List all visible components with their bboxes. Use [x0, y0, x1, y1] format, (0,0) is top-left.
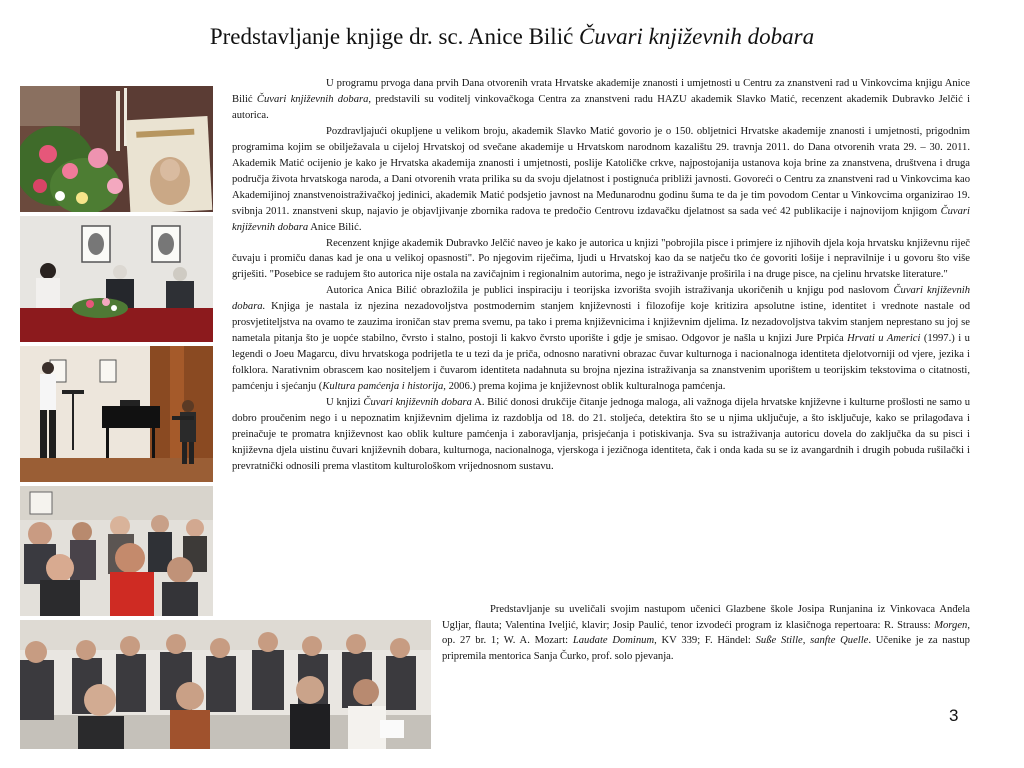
article-body	[232, 76, 970, 475]
title-book: Čuvari književnih dobara	[579, 24, 815, 49]
paragraph-1: U programu prvoga dana prvih Dana otvorenih vrata Hrvatske akademije znanosti i umjetnosti u Centru za znanstveni rad u Vinkovcima knjigu Anice Bilić Čuvari književnih dobara, predstavili su voditelj vinkovačkoga Centra za znanstveni radu HAZU akademik Slavko Matić, recenzent akademik Dubravko Jelčić i autorica.	[232, 78, 971, 121]
photo-audience-rows	[20, 620, 431, 749]
article-closing	[442, 602, 970, 664]
photo-book-cover	[20, 86, 213, 212]
paragraph-2: Pozdravljajući okupljene u velikom broju, akademik Slavko Matić govorio je o 150. obljetnici Hrvatske akademije znanosti i umjetnosti, prigodnim programima kojim se obilježavala u cijeloj Hrvatskoj od svečane akademije u Hrvatskom narodnom kazalištu 29. travnja 2011. do Dana otvorenih vrata 29. – 30. 2011. Akademik Matić ocijenio je kako je Hrvatska akademija znanosti i umjetnosti, poslije Katoličke crkve, najpostojanija ustanova koja brine za znanstvena, društvena i druga područja života hrvatskoga naroda, a Dani otvorenih vrata prilika su da svoju djelatnost i postignuća približi javnosti. Govoreći o Centru za znanstveni rad u Vinkovcima kao Akademijinoj znanstvenoistraživačkoj jedinici, akademik Matić podsjetio javnost na Međunarodnu godinu šuma te da je tim povodom Centar u Vinkovcima organizirao 19. svibnja 2011. znanstveni skup, najavio je objavljivanje zbornika radova te predočio Centrovu izdavačku djelatnost sa sada već 42 publikacije i najnovijom knjigom Čuvari književnih dobara Anice Bilić.	[232, 125, 970, 233]
photo-audience-closeup	[20, 486, 213, 616]
photo-musicians	[20, 346, 213, 482]
page-title	[0, 24, 1024, 50]
paragraph-5: U knjizi Čuvari književnih dobara A. Bilić donosi drukčije čitanje jednoga maloga, ali važnoga dijela hrvatske književne i kulturne prošlosti ne samo u dobro proučenim nego i u nepoznatim književnim djelima iz razdoblja od 18. do 21. stoljeća, detektira što se u njima uključuje, a što isključuje, kako se prilagođava i preinačuje te promatra književnost kao oblik kulture pamćenja i zaboravljanja, prisjećanja i potiskivanja. Sva su istraživanja autoricu dovela do zaključka da su pisci i književna djela uistinu čuvari književnih dobara, kulturnoga, nacionalnoga, vjerskoga i jezičnoga identiteta, čak i onda kada su se iz avangardnih i drugih pobuda rušilački i prevratnički odnosili prema vlastitom kulturološkom vrijednosnom sustavu.	[232, 397, 970, 472]
paragraph-6: Predstavljanje su uveličali svojim nastupom učenici Glazbene škole Josipa Runjanina iz Vinkovaca Anđela Ugljar, flauta; Valentina Iveljić, klavir; Josip Paulić, tenor izvodeći program iz klasičnoga repertoara: R. Strauss: Morgen, op. 27 br. 1; W. A. Mozart: Laudate Dominum, KV 339; F. Händel: Suße Stille, sanfte Quelle. Učenike je za nastup pripremila mentorica Sanja Čurko, prof. solo pjevanja.	[442, 604, 970, 662]
paragraph-4: Autorica Anica Bilić obrazložila je publici inspiraciju i teorijska izvorišta svojih istraživanja ukoričenih u knjigu pod naslovom Čuvari književnih dobara. Knjiga je nastala iz njezina nezadovoljstva postmodernim stanjem književnosti i filozofije koje kritizira apsolutne istine, identitet i vrednote nastale od prosvjetiteljstva na ovamo te zauzima ironičan stav prema svemu, pa tako i prema književnicima i književnim djelima. Iz nezadovoljstva takvim stanjem neprestano su joj se nametala pitanja što je uopće stabilno, čvrsto i stalno, postoji li kakvo čvrsto uporište i gdje je smisao. Odgovor je našla u knjizi Jure Prpića Hrvati u Americi (1997.) i u legendi o Joeu Magarcu, divu hrvatskoga podrijetla te u tezi da je priča, odnosno narativni obrazac čuvar kulturnoga i nacionalnoga identiteta djelotvorniji od vjere, jezika i folklora. Narativnim obrascem kao nositeljem i čuvarom identiteta nadahnuta su brojna njezina istraživanja sa znanstvenim uporištem u teorijskim tekstovima o citatnosti, pamćenju i sjećanju (Kultura pamćenja i historija, 2006.) prema kojima je književnost oblik kulturalnoga pamćenja.	[232, 285, 970, 393]
page-number: 3	[949, 706, 959, 725]
paragraph-3: Recenzent knjige akademik Dubravko Jelčić naveo je kako je autorica u knjizi "pobrojila pisce i primjere iz njihovih djela koja hrvatsku književnu riječ čuvaju i promiču danas kad je ona u velikoj opasnosti". Po njegovim riječima, ljudi u Hrvatskoj kao da se natječu tko će govoriti lošije i nepravilnije i u govoru što više griješiti. "Posebice se radujem što autorica nije ostala na zavičajnim i regionalnim autorima, nego je istraživanje proširila i na druge pisce, na cjelinu hrvatske literature."	[232, 237, 970, 281]
photo-speakers	[20, 216, 213, 342]
title-text: Predstavljanje knjige dr. sc. Anice Bilić	[209, 24, 580, 49]
